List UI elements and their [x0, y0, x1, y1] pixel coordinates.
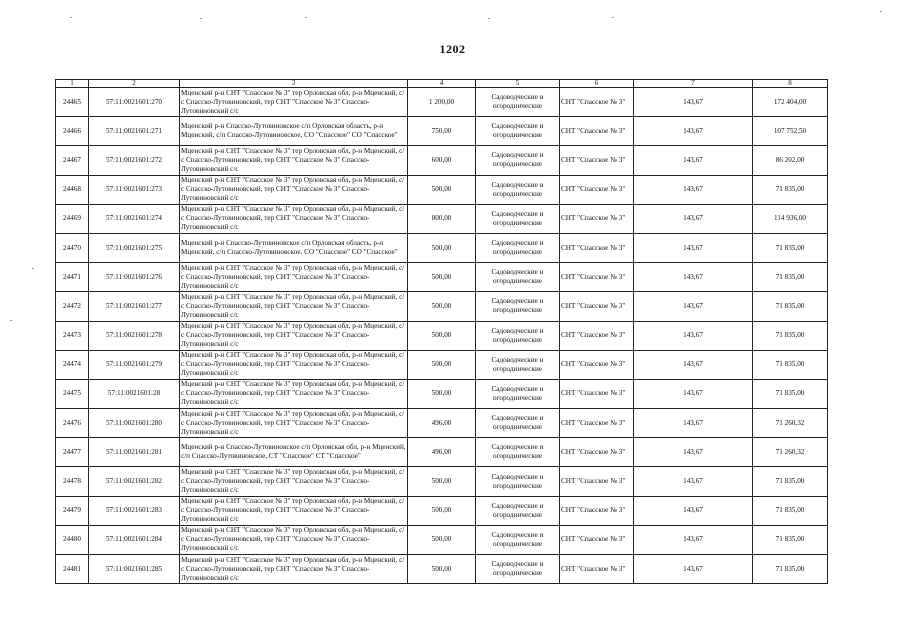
column-header: 2	[89, 80, 180, 88]
address-cell: Мценский р-н СНТ "Спасское № 3" тер Орловская обл, р-н Мценский, с/с Спасско-Лутовиновский, тер СНТ "Спасское № 3" Спасско-Лутовиновский с/с	[180, 146, 408, 175]
address-cell: Мценский р-н СНТ "Спасское № 3" тер Орловская обл, р-н Мценский, с/с Спасско-Лутовиновский, тер СНТ "Спасское № 3" Спасско-Лутовиновский с/с	[180, 88, 408, 117]
area-cell: 500,00	[408, 555, 476, 584]
cadastral-number-cell: 57:11:0021601:279	[89, 350, 180, 379]
area-cell: 496,00	[408, 409, 476, 438]
area-cell: 500,00	[408, 496, 476, 525]
tenant-cell: СНТ "Спасское № 3"	[560, 292, 634, 321]
tenant-cell: СНТ "Спасское № 3"	[560, 525, 634, 554]
cost-cell: 172 404,00	[753, 88, 828, 117]
cost-cell: 107 752,50	[753, 117, 828, 146]
cadastral-number-cell: 57:11:0021601:272	[89, 146, 180, 175]
scan-speck	[880, 11, 882, 12]
cost-cell: 71 835,00	[753, 292, 828, 321]
scan-speck	[488, 18, 490, 19]
column-header: 4	[408, 80, 476, 88]
land-use-cell: Садоводческие и огороднические	[476, 467, 560, 496]
table-row	[56, 88, 828, 117]
table-row	[56, 204, 828, 233]
cost-cell: 71 835,00	[753, 525, 828, 554]
price-cell: 143,67	[634, 350, 753, 379]
address-cell: Мценский р-н СНТ "Спасское № 3" тер Орловская обл, р-н Мценский, с/с Спасско-Лутовиновский, тер СНТ "Спасское № 3" Спасско-Лутовиновский с/с	[180, 379, 408, 408]
column-header: 5	[476, 80, 560, 88]
row-number-cell: 24473	[56, 321, 89, 350]
cost-cell: 71 260,32	[753, 438, 828, 467]
price-cell: 143,67	[634, 292, 753, 321]
tenant-cell: СНТ "Спасское № 3"	[560, 379, 634, 408]
cadastral-number-cell: 57:11:0021601:273	[89, 175, 180, 204]
cadastral-number-cell: 57:11:0021601:28	[89, 379, 180, 408]
price-cell: 143,67	[634, 204, 753, 233]
area-cell: 600,00	[408, 146, 476, 175]
address-cell: Мценский р-н СНТ "Спасское № 3" тер Орловская обл, р-н Мценский, с/с Спасско-Лутовиновский, тер СНТ "Спасское № 3" Спасско-Лутовиновский с/с	[180, 321, 408, 350]
area-cell: 500,00	[408, 263, 476, 292]
table-row	[56, 467, 828, 496]
tenant-cell: СНТ "Спасское № 3"	[560, 409, 634, 438]
area-cell: 800,00	[408, 204, 476, 233]
tenant-cell: СНТ "Спасское № 3"	[560, 117, 634, 146]
land-use-cell: Садоводческие и огороднические	[476, 496, 560, 525]
table-row	[56, 555, 828, 584]
column-header: 1	[56, 80, 89, 88]
area-cell: 500,00	[408, 292, 476, 321]
tenant-cell: СНТ "Спасское № 3"	[560, 350, 634, 379]
price-cell: 143,67	[634, 146, 753, 175]
tenant-cell: СНТ "Спасское № 3"	[560, 175, 634, 204]
row-number-cell: 24467	[56, 146, 89, 175]
column-number-row	[56, 80, 828, 88]
table-row	[56, 438, 828, 467]
area-cell: 500,00	[408, 321, 476, 350]
address-cell: Мценский р-н СНТ "Спасское № 3" тер Орловская обл, р-н Мценский, с/с Спасско-Лутовиновский, тер СНТ "Спасское № 3" Спасско-Лутовиновский с/с	[180, 496, 408, 525]
table-row	[56, 146, 828, 175]
address-cell: Мценский р-н СНТ "Спасское № 3" тер Орловская обл, р-н Мценский, с/с Спасско-Лутовиновский, тер СНТ "Спасское № 3" Спасско-Лутовиновский с/с	[180, 204, 408, 233]
land-use-cell: Садоводческие и огороднические	[476, 409, 560, 438]
area-cell: 500,00	[408, 350, 476, 379]
address-cell: Мценский р-н Спасско-Лутовиновское с/п Орловская область, р-н Мценский, с/п Спасско-Лутовиновское, СО "Спасское" СО "Спасское"	[180, 233, 408, 262]
price-cell: 143,67	[634, 321, 753, 350]
cost-cell: 71 835,00	[753, 379, 828, 408]
address-cell: Мценский р-н СНТ "Спасское № 3" тер Орловская обл, р-н Мценский, с/с Спасско-Лутовиновский, тер СНТ "Спасское № 3" Спасско-Лутовиновский с/с	[180, 525, 408, 554]
price-cell: 143,67	[634, 496, 753, 525]
scan-speck	[305, 17, 307, 18]
address-cell: Мценский р-н СНТ "Спасское № 3" тер Орловская обл, р-н Мценский, с/с Спасско-Лутовиновский, тер СНТ "Спасское № 3" Спасско-Лутовиновский с/с	[180, 292, 408, 321]
row-number-cell: 24479	[56, 496, 89, 525]
land-use-cell: Садоводческие и огороднические	[476, 146, 560, 175]
address-cell: Мценский р-н СНТ "Спасское № 3" тер Орловская обл, р-н Мценский, с/с Спасско-Лутовиновский, тер СНТ "Спасское № 3" Спасско-Лутовиновский с/с	[180, 175, 408, 204]
row-number-cell: 24466	[56, 117, 89, 146]
scan-speck	[200, 18, 202, 19]
row-number-cell: 24474	[56, 350, 89, 379]
land-use-cell: Садоводческие и огороднические	[476, 525, 560, 554]
row-number-cell: 24471	[56, 263, 89, 292]
price-cell: 143,67	[634, 233, 753, 262]
table-row	[56, 117, 828, 146]
address-cell: Мценский р-н СНТ "Спасское № 3" тер Орловская обл, р-н Мценский, с/с Спасско-Лутовиновский, тер СНТ "Спасское № 3" Спасско-Лутовиновский с/с	[180, 409, 408, 438]
column-header: 7	[634, 80, 753, 88]
cost-cell: 71 835,00	[753, 233, 828, 262]
area-cell: 496,00	[408, 438, 476, 467]
cadastral-number-cell: 57:11:0021601:277	[89, 292, 180, 321]
table-body	[56, 88, 828, 584]
cadastral-number-cell: 57:11:0021601:276	[89, 263, 180, 292]
row-number-cell: 24465	[56, 88, 89, 117]
area-cell: 750,00	[408, 117, 476, 146]
row-number-cell: 24477	[56, 438, 89, 467]
address-cell: Мценский р-н СНТ "Спасское № 3" тер Орловская обл, р-н Мценский, с/с Спасско-Лутовиновский, тер СНТ "Спасское № 3" Спасско-Лутовиновский с/с	[180, 467, 408, 496]
cost-cell: 71 835,00	[753, 175, 828, 204]
area-cell: 500,00	[408, 233, 476, 262]
cost-cell: 71 260,32	[753, 409, 828, 438]
table-row	[56, 233, 828, 262]
area-cell: 500,00	[408, 379, 476, 408]
table-row	[56, 525, 828, 554]
price-cell: 143,67	[634, 263, 753, 292]
tenant-cell: СНТ "Спасское № 3"	[560, 204, 634, 233]
column-header: 3	[180, 80, 408, 88]
area-cell: 1 200,00	[408, 88, 476, 117]
row-number-cell: 24468	[56, 175, 89, 204]
cadastral-number-cell: 57:11:0021601:270	[89, 88, 180, 117]
table-row	[56, 496, 828, 525]
column-header: 6	[560, 80, 634, 88]
cadastral-number-cell: 57:11:0021601:280	[89, 409, 180, 438]
row-number-cell: 24472	[56, 292, 89, 321]
scan-speck	[32, 268, 34, 269]
table-row	[56, 350, 828, 379]
scan-speck	[10, 320, 12, 321]
land-use-cell: Садоводческие и огороднические	[476, 321, 560, 350]
address-cell: Мценский р-н СНТ "Спасское № 3" тер Орловская обл, р-н Мценский, с/с Спасско-Лутовиновский, тер СНТ "Спасское № 3" Спасско-Лутовиновский с/с	[180, 350, 408, 379]
land-use-cell: Садоводческие и огороднические	[476, 350, 560, 379]
table-row	[56, 263, 828, 292]
price-cell: 143,67	[634, 379, 753, 408]
price-cell: 143,67	[634, 438, 753, 467]
row-number-cell: 24469	[56, 204, 89, 233]
table-row	[56, 292, 828, 321]
land-use-cell: Садоводческие и огороднические	[476, 233, 560, 262]
area-cell: 500,00	[408, 175, 476, 204]
land-use-cell: Садоводческие и огороднические	[476, 175, 560, 204]
cost-cell: 71 835,00	[753, 467, 828, 496]
tenant-cell: СНТ "Спасское № 3"	[560, 233, 634, 262]
cost-cell: 86 202,00	[753, 146, 828, 175]
row-number-cell: 24470	[56, 233, 89, 262]
table-row	[56, 175, 828, 204]
cost-cell: 71 835,00	[753, 496, 828, 525]
scan-speck	[612, 17, 614, 18]
table-row	[56, 379, 828, 408]
cost-cell: 71 835,00	[753, 263, 828, 292]
row-number-cell: 24476	[56, 409, 89, 438]
cadastral-number-cell: 57:11:0021601:283	[89, 496, 180, 525]
address-cell: Мценский р-н СНТ "Спасское № 3" тер Орловская обл, р-н Мценский, с/с Спасско-Лутовиновский, тер СНТ "Спасское № 3" Спасско-Лутовиновский с/с	[180, 555, 408, 584]
tenant-cell: СНТ "Спасское № 3"	[560, 496, 634, 525]
cadastral-number-cell: 57:11:0021601:274	[89, 204, 180, 233]
tenant-cell: СНТ "Спасское № 3"	[560, 438, 634, 467]
cadastral-number-cell: 57:11:0021601:281	[89, 438, 180, 467]
cost-cell: 114 936,00	[753, 204, 828, 233]
scan-speck	[70, 17, 72, 18]
tenant-cell: СНТ "Спасское № 3"	[560, 88, 634, 117]
area-cell: 500,00	[408, 467, 476, 496]
table-row	[56, 409, 828, 438]
price-cell: 143,67	[634, 467, 753, 496]
price-cell: 143,67	[634, 175, 753, 204]
tenant-cell: СНТ "Спасское № 3"	[560, 467, 634, 496]
cadastral-number-cell: 57:11:0021601:278	[89, 321, 180, 350]
land-use-cell: Садоводческие и огороднические	[476, 438, 560, 467]
row-number-cell: 24478	[56, 467, 89, 496]
price-cell: 143,67	[634, 409, 753, 438]
land-plot-registry-table	[55, 79, 828, 584]
cadastral-number-cell: 57:11:0021601:285	[89, 555, 180, 584]
tenant-cell: СНТ "Спасское № 3"	[560, 321, 634, 350]
tenant-cell: СНТ "Спасское № 3"	[560, 146, 634, 175]
land-use-cell: Садоводческие и огороднические	[476, 555, 560, 584]
land-use-cell: Садоводческие и огороднические	[476, 88, 560, 117]
land-use-cell: Садоводческие и огороднические	[476, 292, 560, 321]
cadastral-number-cell: 57:11:0021601:275	[89, 233, 180, 262]
tenant-cell: СНТ "Спасское № 3"	[560, 263, 634, 292]
cost-cell: 71 835,00	[753, 350, 828, 379]
price-cell: 143,67	[634, 117, 753, 146]
land-use-cell: Садоводческие и огороднические	[476, 263, 560, 292]
row-number-cell: 24480	[56, 525, 89, 554]
cadastral-number-cell: 57:11:0021601:282	[89, 467, 180, 496]
address-cell: Мценский р-н Спасско-Лутовиновское с/п Орловская обл, р-н Мценский, с/п Спасско-Лутовиновское, СТ "Спасское" СТ "Спасское"	[180, 438, 408, 467]
price-cell: 143,67	[634, 525, 753, 554]
address-cell: Мценский р-н Спасско-Лутовиновское с/п Орловская область, р-н Мценский, с/п Спасско-Лутовиновское, СО "Спасское" СО "Спасское"	[180, 117, 408, 146]
land-use-cell: Садоводческие и огороднические	[476, 117, 560, 146]
address-cell: Мценский р-н СНТ "Спасское № 3" тер Орловская обл, р-н Мценский, с/с Спасско-Лутовиновский, тер СНТ "Спасское № 3" Спасско-Лутовиновский с/с	[180, 263, 408, 292]
cadastral-number-cell: 57:11:0021601:284	[89, 525, 180, 554]
table-row	[56, 321, 828, 350]
area-cell: 500,00	[408, 525, 476, 554]
price-cell: 143,67	[634, 88, 753, 117]
land-use-cell: Садоводческие и огороднические	[476, 204, 560, 233]
tenant-cell: СНТ "Спасское № 3"	[560, 555, 634, 584]
land-use-cell: Садоводческие и огороднические	[476, 379, 560, 408]
cost-cell: 71 835,00	[753, 321, 828, 350]
cost-cell: 71 835,00	[753, 555, 828, 584]
row-number-cell: 24475	[56, 379, 89, 408]
page-number: 1202	[439, 42, 466, 56]
price-cell: 143,67	[634, 555, 753, 584]
row-number-cell: 24481	[56, 555, 89, 584]
column-header: 8	[753, 80, 828, 88]
cadastral-number-cell: 57:11:0021601:271	[89, 117, 180, 146]
